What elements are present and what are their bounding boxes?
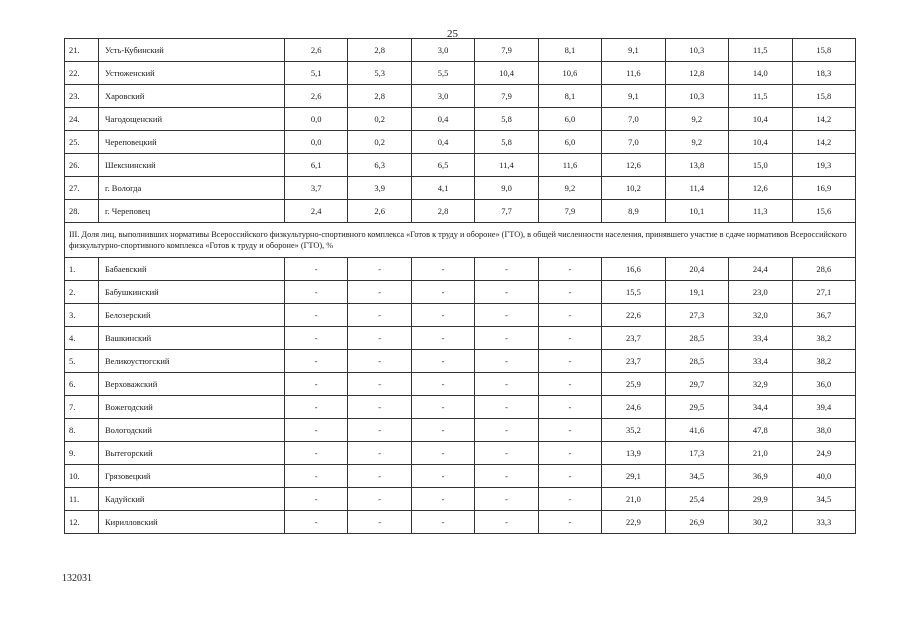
value-cell: 9,1 — [602, 39, 665, 62]
row-number-cell: 2. — [65, 281, 99, 304]
value-cell: 11,5 — [729, 39, 792, 62]
value-cell: - — [411, 350, 474, 373]
value-cell: - — [411, 488, 474, 511]
value-cell: 2,6 — [285, 85, 348, 108]
table-row — [65, 39, 856, 62]
value-cell: 32,9 — [729, 373, 792, 396]
value-cell: 3,0 — [411, 85, 474, 108]
row-number-cell: 22. — [65, 62, 99, 85]
district-name-cell: Бабаевский — [99, 258, 285, 281]
row-number-cell: 3. — [65, 304, 99, 327]
value-cell: 36,7 — [792, 304, 856, 327]
value-cell: 27,3 — [665, 304, 728, 327]
value-cell: - — [348, 327, 411, 350]
value-cell: - — [538, 258, 601, 281]
value-cell: 15,8 — [792, 39, 856, 62]
document-code: 132031 — [62, 573, 92, 584]
value-cell: 16,6 — [602, 258, 665, 281]
value-cell: - — [538, 350, 601, 373]
value-cell: - — [538, 304, 601, 327]
value-cell: 32,0 — [729, 304, 792, 327]
value-cell: 2,4 — [285, 200, 348, 223]
value-cell: - — [411, 281, 474, 304]
value-cell: 0,4 — [411, 108, 474, 131]
value-cell: 14,2 — [792, 108, 856, 131]
value-cell: - — [411, 419, 474, 442]
value-cell: 7,0 — [602, 108, 665, 131]
row-number-cell: 6. — [65, 373, 99, 396]
value-cell: 2,6 — [348, 200, 411, 223]
value-cell: - — [475, 465, 538, 488]
value-cell: 25,9 — [602, 373, 665, 396]
row-number-cell: 23. — [65, 85, 99, 108]
value-cell: 36,0 — [792, 373, 856, 396]
value-cell: - — [285, 373, 348, 396]
value-cell: - — [475, 511, 538, 534]
value-cell: - — [538, 511, 601, 534]
value-cell: - — [285, 396, 348, 419]
district-name-cell: Шекснинский — [99, 154, 285, 177]
value-cell: - — [538, 419, 601, 442]
value-cell: 6,1 — [285, 154, 348, 177]
value-cell: - — [348, 258, 411, 281]
value-cell: 27,1 — [792, 281, 856, 304]
district-name-cell: Череповецкий — [99, 131, 285, 154]
value-cell: 9,2 — [665, 108, 728, 131]
value-cell: - — [348, 419, 411, 442]
value-cell: - — [411, 511, 474, 534]
value-cell: - — [411, 465, 474, 488]
value-cell: 16,9 — [792, 177, 856, 200]
value-cell: 5,8 — [475, 131, 538, 154]
value-cell: 19,3 — [792, 154, 856, 177]
value-cell: - — [348, 488, 411, 511]
value-cell: 30,2 — [729, 511, 792, 534]
value-cell: 4,1 — [411, 177, 474, 200]
table-section-3 — [65, 258, 856, 534]
value-cell: 6,3 — [348, 154, 411, 177]
value-cell: 11,4 — [475, 154, 538, 177]
value-cell: 20,4 — [665, 258, 728, 281]
value-cell: 38,0 — [792, 419, 856, 442]
table-section-header — [65, 223, 856, 258]
value-cell: - — [538, 396, 601, 419]
value-cell: 0,2 — [348, 131, 411, 154]
table-row — [65, 62, 856, 85]
value-cell: 9,0 — [475, 177, 538, 200]
value-cell: - — [475, 350, 538, 373]
value-cell: 39,4 — [792, 396, 856, 419]
value-cell: 0,4 — [411, 131, 474, 154]
value-cell: - — [348, 511, 411, 534]
value-cell: - — [538, 442, 601, 465]
value-cell: 22,6 — [602, 304, 665, 327]
row-number-cell: 1. — [65, 258, 99, 281]
value-cell: - — [348, 442, 411, 465]
row-number-cell: 11. — [65, 488, 99, 511]
table-row — [65, 304, 856, 327]
value-cell: 35,2 — [602, 419, 665, 442]
value-cell: 3,0 — [411, 39, 474, 62]
district-name-cell: Вожегодский — [99, 396, 285, 419]
value-cell: 28,5 — [665, 327, 728, 350]
value-cell: 38,2 — [792, 327, 856, 350]
value-cell: - — [285, 419, 348, 442]
row-number-cell: 28. — [65, 200, 99, 223]
value-cell: - — [285, 465, 348, 488]
district-name-cell: г. Череповец — [99, 200, 285, 223]
value-cell: 12,8 — [665, 62, 728, 85]
row-number-cell: 9. — [65, 442, 99, 465]
value-cell: - — [348, 373, 411, 396]
value-cell: - — [285, 511, 348, 534]
district-name-cell: Устюженский — [99, 62, 285, 85]
value-cell: - — [475, 488, 538, 511]
table-row — [65, 350, 856, 373]
value-cell: - — [538, 488, 601, 511]
value-cell: - — [475, 304, 538, 327]
value-cell: 34,5 — [665, 465, 728, 488]
value-cell: - — [475, 396, 538, 419]
value-cell: 11,4 — [665, 177, 728, 200]
table-row — [65, 177, 856, 200]
value-cell: 47,8 — [729, 419, 792, 442]
value-cell: 29,7 — [665, 373, 728, 396]
value-cell: 23,7 — [602, 350, 665, 373]
district-name-cell: Усть-Кубинский — [99, 39, 285, 62]
table-row — [65, 511, 856, 534]
table-row — [65, 131, 856, 154]
value-cell: 2,8 — [348, 85, 411, 108]
value-cell: 12,6 — [729, 177, 792, 200]
value-cell: 7,9 — [475, 39, 538, 62]
value-cell: - — [411, 327, 474, 350]
value-cell: - — [348, 350, 411, 373]
value-cell: 24,9 — [792, 442, 856, 465]
value-cell: 38,2 — [792, 350, 856, 373]
row-number-cell: 7. — [65, 396, 99, 419]
table-row — [65, 442, 856, 465]
value-cell: 11,6 — [602, 62, 665, 85]
district-name-cell: Грязовецкий — [99, 465, 285, 488]
table-row — [65, 154, 856, 177]
value-cell: - — [285, 304, 348, 327]
value-cell: 15,6 — [792, 200, 856, 223]
value-cell: 25,4 — [665, 488, 728, 511]
value-cell: 18,3 — [792, 62, 856, 85]
district-name-cell: Вологодский — [99, 419, 285, 442]
value-cell: - — [538, 465, 601, 488]
value-cell: 2,6 — [285, 39, 348, 62]
value-cell: 3,9 — [348, 177, 411, 200]
value-cell: 8,1 — [538, 85, 601, 108]
value-cell: 24,4 — [729, 258, 792, 281]
value-cell: 7,0 — [602, 131, 665, 154]
value-cell: - — [411, 442, 474, 465]
value-cell: 28,6 — [792, 258, 856, 281]
table-section-1 — [65, 39, 856, 223]
table-row — [65, 327, 856, 350]
value-cell: - — [411, 258, 474, 281]
value-cell: 34,5 — [792, 488, 856, 511]
district-name-cell: Бабушкинский — [99, 281, 285, 304]
district-name-cell: Великоустюгский — [99, 350, 285, 373]
value-cell: 13,8 — [665, 154, 728, 177]
value-cell: 21,0 — [602, 488, 665, 511]
value-cell: 9,1 — [602, 85, 665, 108]
value-cell: 21,0 — [729, 442, 792, 465]
section-title-row — [65, 223, 856, 258]
value-cell: 5,3 — [348, 62, 411, 85]
value-cell: 10,1 — [665, 200, 728, 223]
value-cell: 28,5 — [665, 350, 728, 373]
table-row — [65, 465, 856, 488]
value-cell: 29,5 — [665, 396, 728, 419]
value-cell: 41,6 — [665, 419, 728, 442]
value-cell: 10,4 — [729, 108, 792, 131]
value-cell: 12,6 — [602, 154, 665, 177]
value-cell: 19,1 — [665, 281, 728, 304]
value-cell: 10,4 — [475, 62, 538, 85]
value-cell: - — [348, 281, 411, 304]
value-cell: 23,7 — [602, 327, 665, 350]
district-name-cell: Чагодощенский — [99, 108, 285, 131]
value-cell: - — [411, 373, 474, 396]
page-number: 25 — [447, 28, 458, 40]
value-cell: - — [348, 396, 411, 419]
value-cell: 23,0 — [729, 281, 792, 304]
value-cell: - — [411, 396, 474, 419]
value-cell: - — [285, 327, 348, 350]
value-cell: 34,4 — [729, 396, 792, 419]
value-cell: - — [348, 465, 411, 488]
value-cell: 10,3 — [665, 39, 728, 62]
table-row — [65, 419, 856, 442]
value-cell: 36,9 — [729, 465, 792, 488]
district-name-cell: Вашкинский — [99, 327, 285, 350]
table-row — [65, 85, 856, 108]
value-cell: 24,6 — [602, 396, 665, 419]
value-cell: 26,9 — [665, 511, 728, 534]
value-cell: 5,1 — [285, 62, 348, 85]
value-cell: - — [475, 327, 538, 350]
value-cell: 22,9 — [602, 511, 665, 534]
value-cell: 29,1 — [602, 465, 665, 488]
value-cell: 0,0 — [285, 131, 348, 154]
table-row — [65, 200, 856, 223]
value-cell: 11,5 — [729, 85, 792, 108]
table-row — [65, 396, 856, 419]
value-cell: 11,6 — [538, 154, 601, 177]
value-cell: 6,0 — [538, 108, 601, 131]
value-cell: 11,3 — [729, 200, 792, 223]
section-title: III. Доля лиц, выполнивших нормативы Всероссийского физкультурно-спортивного комплекса «Готов к труду и обороне» (ГТО), в общей численности населения, принявшего участие в сдаче нормативов Всероссийского физкультурно-спортивного комплекса «Готов к труду и обороне» (ГТО), % — [65, 223, 856, 258]
value-cell: - — [348, 304, 411, 327]
value-cell: 3,7 — [285, 177, 348, 200]
value-cell: 15,0 — [729, 154, 792, 177]
value-cell: - — [538, 373, 601, 396]
value-cell: 2,8 — [411, 200, 474, 223]
district-name-cell: Кирилловский — [99, 511, 285, 534]
value-cell: - — [475, 442, 538, 465]
row-number-cell: 12. — [65, 511, 99, 534]
value-cell: 2,8 — [348, 39, 411, 62]
value-cell: 7,9 — [538, 200, 601, 223]
table-row — [65, 108, 856, 131]
row-number-cell: 10. — [65, 465, 99, 488]
value-cell: 5,5 — [411, 62, 474, 85]
district-name-cell: Кадуйский — [99, 488, 285, 511]
value-cell: 13,9 — [602, 442, 665, 465]
value-cell: 8,9 — [602, 200, 665, 223]
row-number-cell: 25. — [65, 131, 99, 154]
value-cell: 0,0 — [285, 108, 348, 131]
value-cell: - — [475, 419, 538, 442]
value-cell: - — [285, 350, 348, 373]
row-number-cell: 24. — [65, 108, 99, 131]
value-cell: 10,3 — [665, 85, 728, 108]
value-cell: 29,9 — [729, 488, 792, 511]
row-number-cell: 21. — [65, 39, 99, 62]
value-cell: 33,4 — [729, 350, 792, 373]
value-cell: - — [475, 258, 538, 281]
value-cell: 17,3 — [665, 442, 728, 465]
value-cell: 15,5 — [602, 281, 665, 304]
table-row — [65, 258, 856, 281]
row-number-cell: 8. — [65, 419, 99, 442]
document-sheet — [64, 38, 856, 534]
row-number-cell: 26. — [65, 154, 99, 177]
value-cell: 8,1 — [538, 39, 601, 62]
table-row — [65, 488, 856, 511]
value-cell: 5,8 — [475, 108, 538, 131]
value-cell: 6,0 — [538, 131, 601, 154]
value-cell: 14,0 — [729, 62, 792, 85]
table-row — [65, 281, 856, 304]
value-cell: 7,9 — [475, 85, 538, 108]
value-cell: 10,2 — [602, 177, 665, 200]
value-cell: 9,2 — [665, 131, 728, 154]
value-cell: 10,6 — [538, 62, 601, 85]
value-cell: - — [285, 488, 348, 511]
value-cell: - — [475, 373, 538, 396]
value-cell: 40,0 — [792, 465, 856, 488]
value-cell: 14,2 — [792, 131, 856, 154]
value-cell: 33,3 — [792, 511, 856, 534]
district-name-cell: Харовский — [99, 85, 285, 108]
value-cell: 7,7 — [475, 200, 538, 223]
value-cell: - — [285, 442, 348, 465]
value-cell: - — [538, 327, 601, 350]
value-cell: - — [285, 281, 348, 304]
value-cell: 33,4 — [729, 327, 792, 350]
value-cell: - — [285, 258, 348, 281]
row-number-cell: 27. — [65, 177, 99, 200]
value-cell: 6,5 — [411, 154, 474, 177]
row-number-cell: 4. — [65, 327, 99, 350]
value-cell: 10,4 — [729, 131, 792, 154]
district-name-cell: Верховажский — [99, 373, 285, 396]
value-cell: - — [475, 281, 538, 304]
district-name-cell: г. Вологда — [99, 177, 285, 200]
indicator-table — [64, 38, 856, 534]
value-cell: - — [411, 304, 474, 327]
value-cell: 9,2 — [538, 177, 601, 200]
district-name-cell: Вытегорский — [99, 442, 285, 465]
value-cell: 0,2 — [348, 108, 411, 131]
district-name-cell: Белозерский — [99, 304, 285, 327]
table-row — [65, 373, 856, 396]
value-cell: - — [538, 281, 601, 304]
row-number-cell: 5. — [65, 350, 99, 373]
value-cell: 15,8 — [792, 85, 856, 108]
